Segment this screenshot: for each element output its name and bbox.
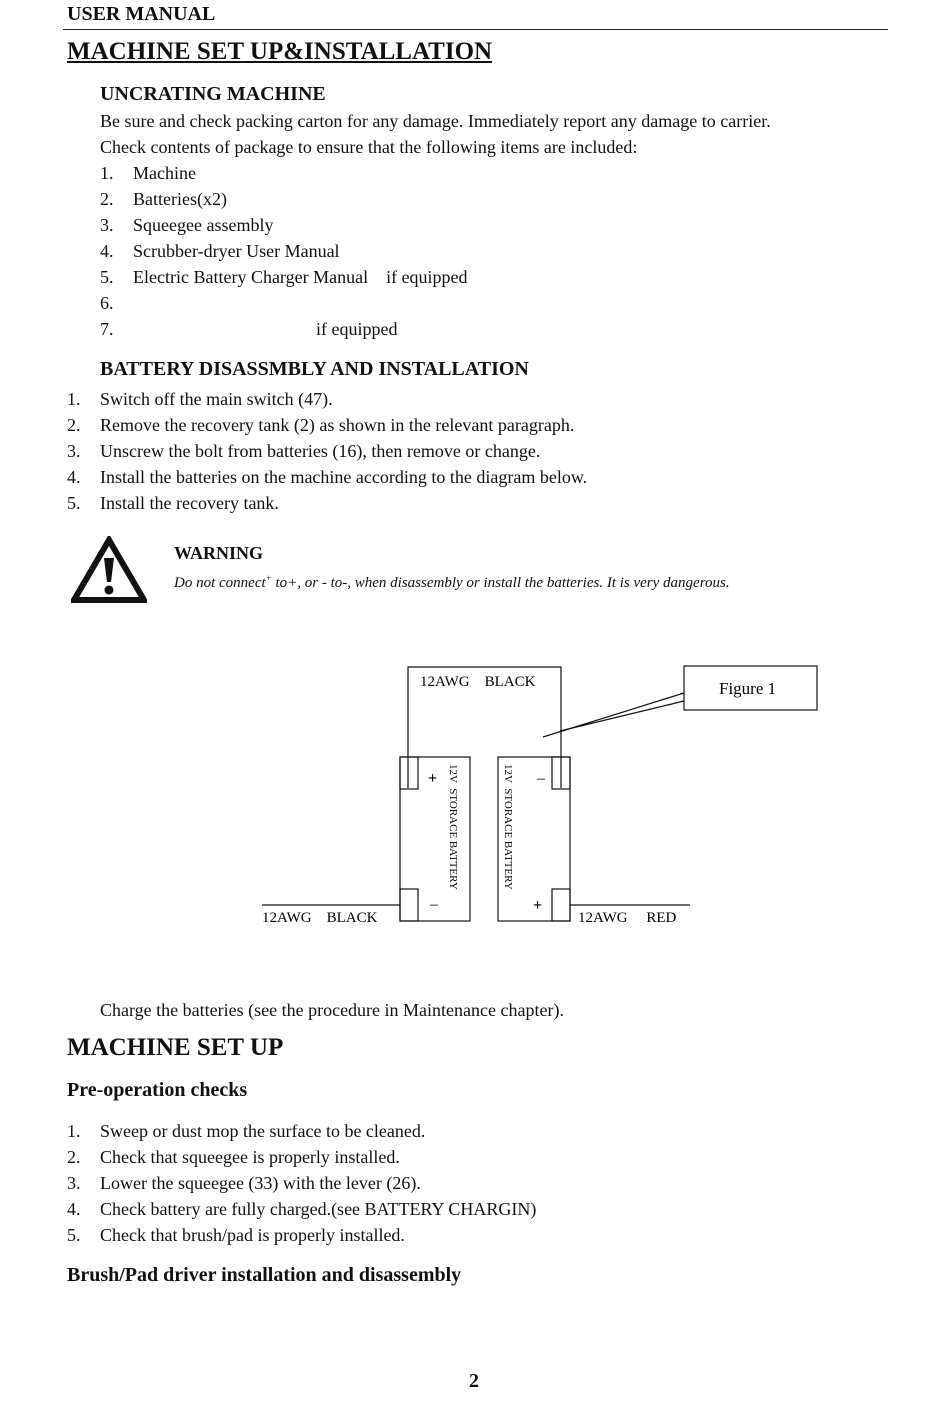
list-item-number: 3. bbox=[67, 1173, 81, 1193]
list-item-number: 3. bbox=[67, 441, 81, 461]
list-item-number: 5. bbox=[100, 267, 114, 287]
left-battery-plus-sign: + bbox=[428, 770, 438, 787]
right-battery-minus-sign: – bbox=[537, 770, 545, 787]
list-item bbox=[67, 1147, 400, 1168]
list-item-text: Switch off the main switch (47). bbox=[100, 389, 333, 409]
warning-text-sup: + bbox=[265, 573, 272, 583]
list-item-text: Check that brush/pad is properly installed. bbox=[100, 1225, 405, 1245]
list-item-number: 2. bbox=[67, 1147, 81, 1167]
list-item-number: 1. bbox=[100, 163, 114, 183]
subsection-title-uncrating: UNCRATING MACHINE bbox=[100, 83, 326, 105]
left-battery-bottom-terminal bbox=[400, 889, 418, 921]
list-item bbox=[67, 1225, 405, 1246]
list-item bbox=[67, 1121, 425, 1142]
list-item-number: 4. bbox=[100, 241, 114, 261]
list-item-number: 7. bbox=[100, 319, 114, 339]
list-item-text: if equipped bbox=[316, 319, 398, 339]
list-item-text: Squeegee assembly bbox=[133, 215, 274, 235]
list-item-number: 5. bbox=[67, 493, 81, 513]
header-title: USER MANUAL bbox=[67, 3, 216, 25]
list-item-number: 3. bbox=[100, 215, 114, 235]
right-battery-label: 12V STORACE BATTERY bbox=[502, 764, 514, 890]
list-item-number: 5. bbox=[67, 1225, 81, 1245]
right-battery-plus-sign: + bbox=[533, 897, 543, 914]
list-item-number: 1. bbox=[67, 1121, 81, 1141]
figure-label: Figure 1 bbox=[719, 679, 777, 698]
list-item-text: Unscrew the bolt from batteries (16), then remove or change. bbox=[100, 441, 541, 461]
list-item-number: 4. bbox=[67, 467, 81, 487]
subsection-title-preop: Pre-operation checks bbox=[67, 1079, 248, 1101]
warning-title: WARNING bbox=[174, 543, 264, 563]
list-item bbox=[67, 1199, 536, 1220]
list-item-text: Machine bbox=[133, 163, 196, 183]
list-item-number: 2. bbox=[100, 189, 114, 209]
charge-note: Charge the batteries (see the procedure in Maintenance chapter). bbox=[100, 1000, 564, 1020]
list-item-text: Batteries(x2) bbox=[133, 189, 227, 209]
list-item-text: Check battery are fully charged.(see BATTERY CHARGIN) bbox=[100, 1199, 537, 1219]
page-number: 2 bbox=[469, 1370, 479, 1392]
warning-text-part: Do not connect bbox=[174, 575, 266, 591]
callout-leader-line bbox=[560, 701, 684, 731]
section-title-machine-setup: MACHINE SET UP bbox=[67, 1034, 284, 1061]
top-wire-label: 12AWG BLACK bbox=[420, 674, 536, 690]
list-item-number: 2. bbox=[67, 415, 81, 435]
list-item bbox=[67, 1173, 421, 1194]
left-battery-top-terminal bbox=[400, 757, 418, 789]
section-title-setup-installation: MACHINE SET UP&INSTALLATION bbox=[67, 38, 493, 65]
list-item-text: Lower the squeegee (33) with the lever (26). bbox=[100, 1173, 421, 1193]
uncrating-paragraph-2: Check contents of package to ensure that the following items are included: bbox=[100, 137, 638, 157]
left-bottom-wire-label: 12AWG BLACK bbox=[262, 910, 378, 926]
list-item-text: Sweep or dust mop the surface to be cleaned. bbox=[100, 1121, 426, 1141]
list-item-text: Check that squeegee is properly installed. bbox=[100, 1147, 400, 1167]
list-item-number: 1. bbox=[67, 389, 81, 409]
subsection-title-brush-pad: Brush/Pad driver installation and disassembly bbox=[67, 1264, 462, 1286]
list-item-number: 4. bbox=[67, 1199, 81, 1219]
list-item-text: Electric Battery Charger Manual if equipped bbox=[133, 267, 468, 287]
warning-text-part: to+, or - to-, when disassembly or install the batteries. It is very dangerous. bbox=[271, 575, 730, 591]
list-item-text: Install the recovery tank. bbox=[100, 493, 279, 513]
list-item-text: Scrubber-dryer User Manual bbox=[133, 241, 340, 261]
left-battery-label: 12V STORACE BATTERY bbox=[447, 764, 459, 890]
list-item-text: Install the batteries on the machine according to the diagram below. bbox=[100, 467, 588, 487]
subsection-title-battery: BATTERY DISASSMBLY AND INSTALLATION bbox=[100, 358, 529, 380]
right-bottom-wire-label: 12AWG RED bbox=[578, 910, 677, 926]
list-item-text: Remove the recovery tank (2) as shown in the relevant paragraph. bbox=[100, 415, 575, 435]
list-item-number: 6. bbox=[100, 293, 114, 313]
uncrating-paragraph-1: Be sure and check packing carton for any damage. Immediately report any damage to carrier. bbox=[100, 111, 771, 131]
right-battery-bottom-terminal bbox=[552, 889, 570, 921]
left-battery-minus-sign: – bbox=[430, 896, 438, 913]
